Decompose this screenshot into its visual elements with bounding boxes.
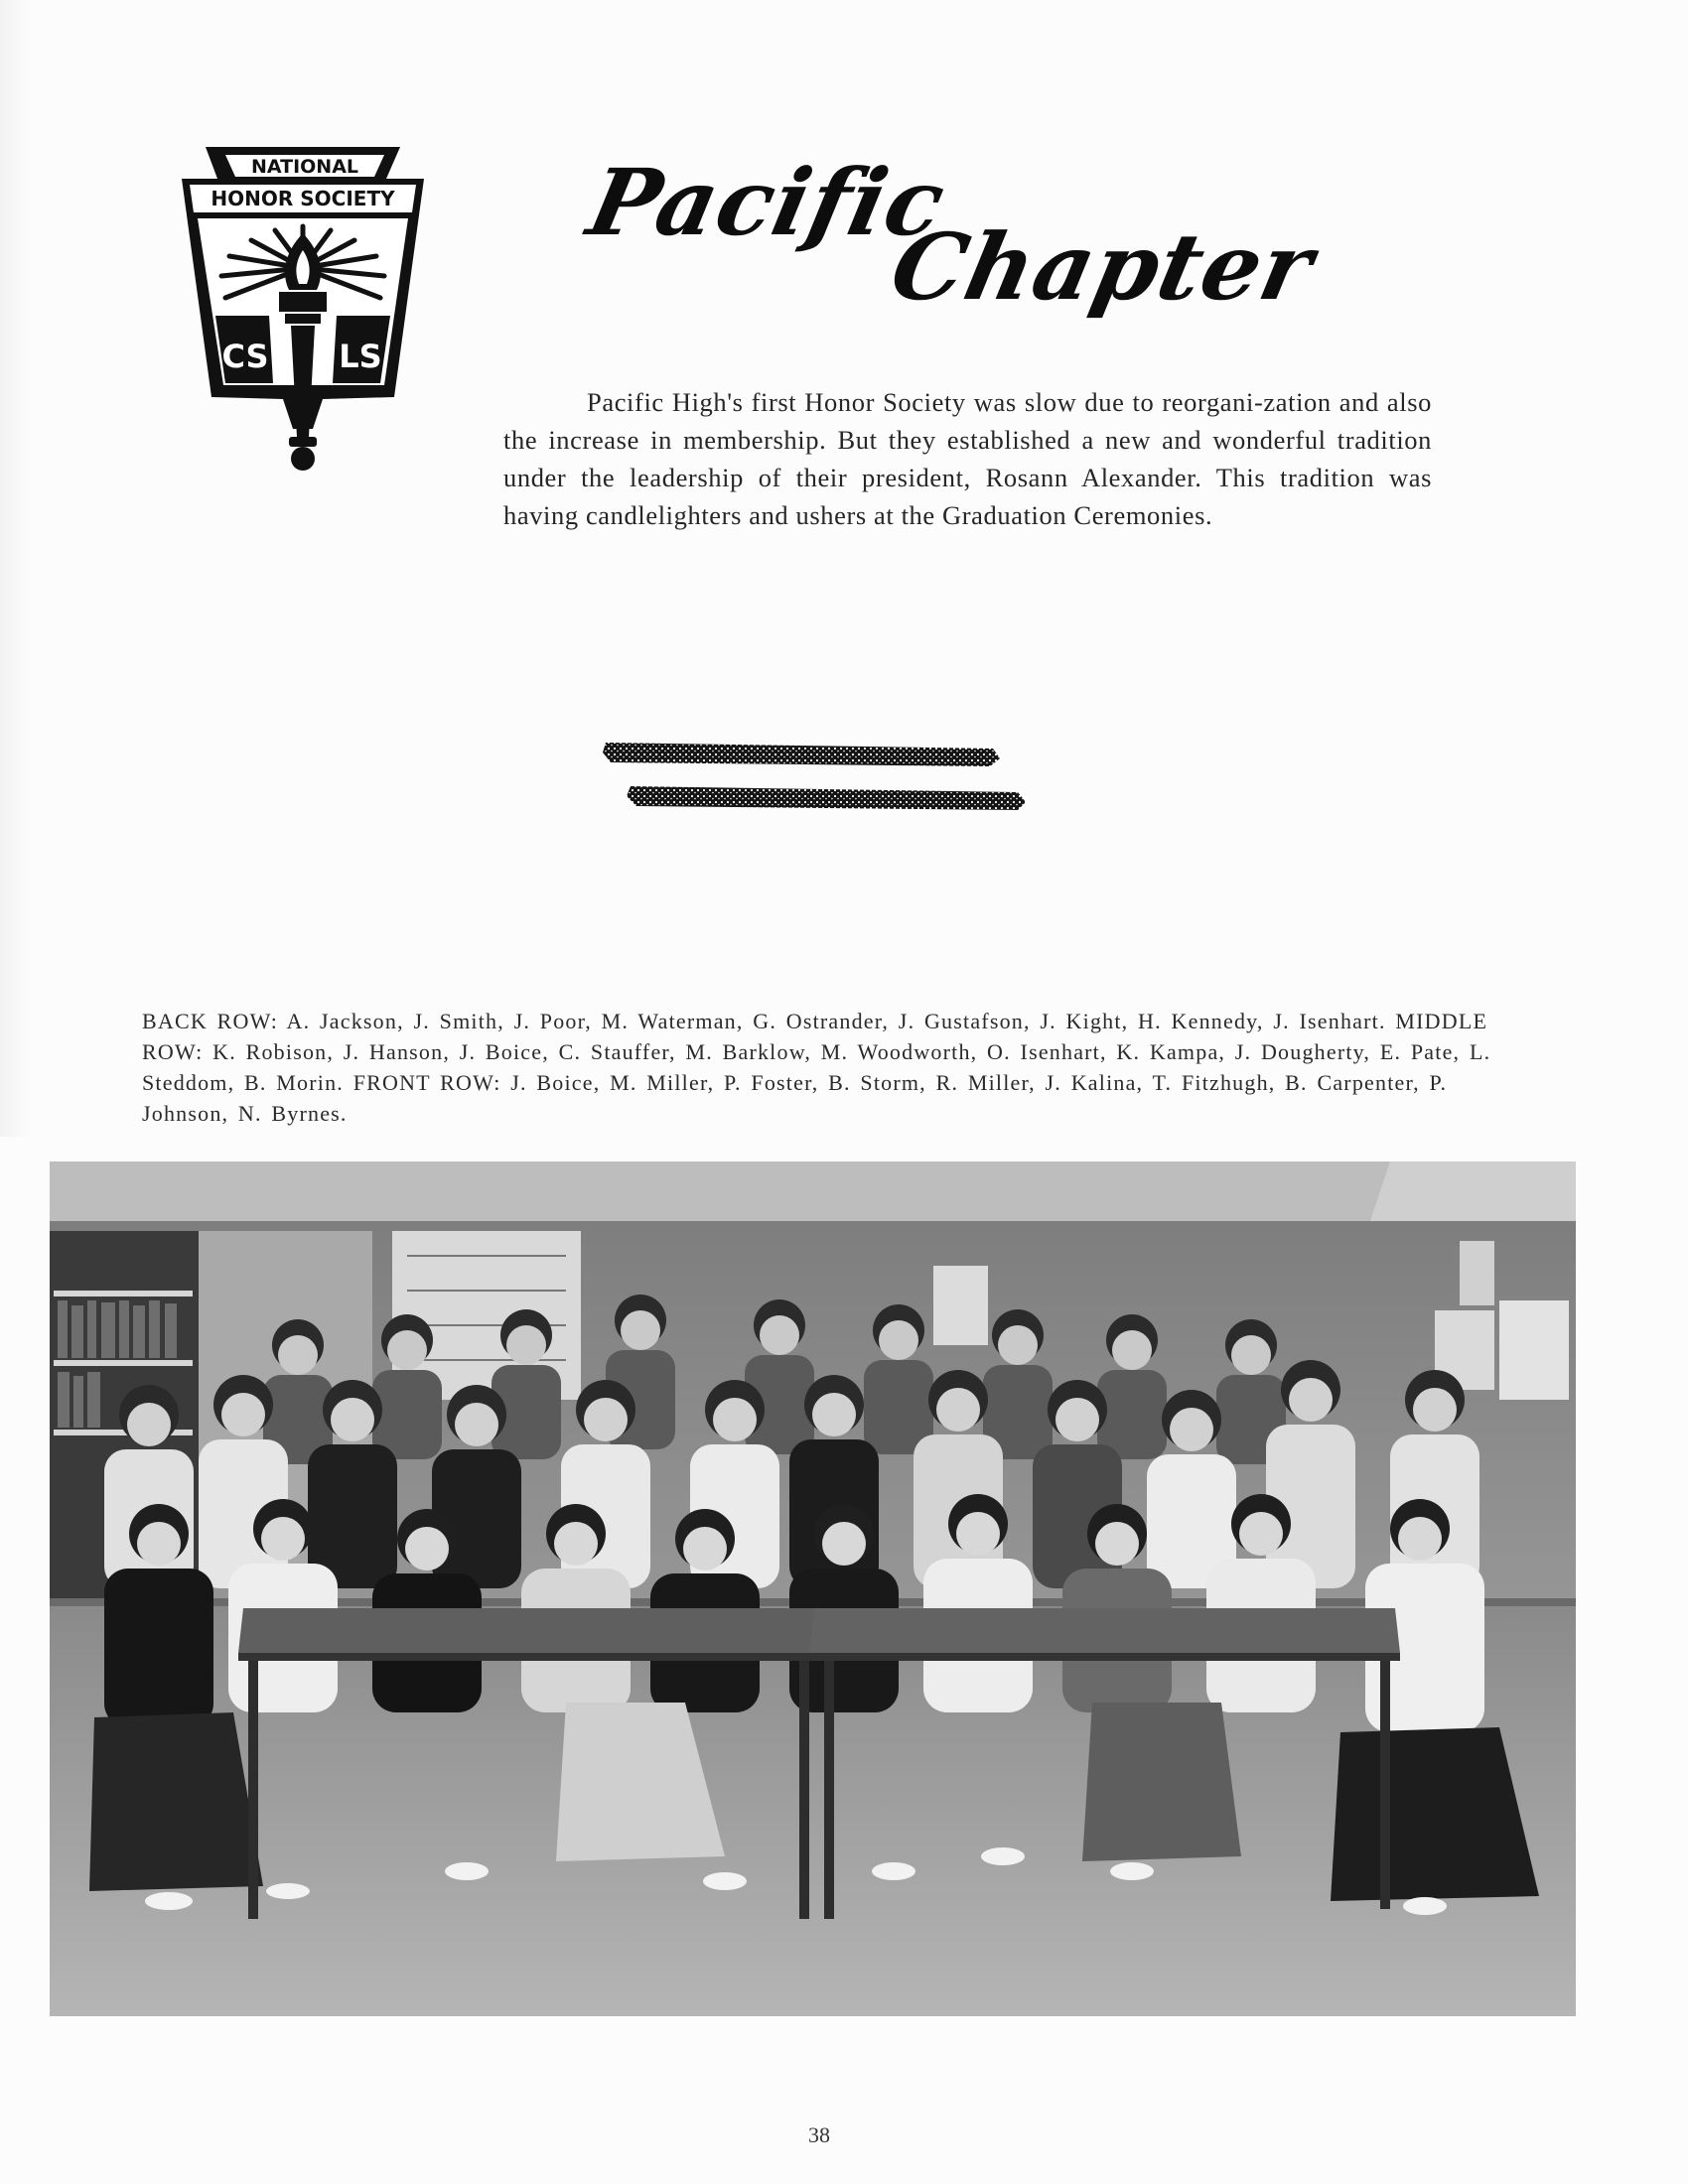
page-number: 38 <box>808 2122 830 2147</box>
photo-caption: BACK ROW: A. Jackson, J. Smith, J. Poor, M. Waterman, G. Ostrander, J. Gustafson, J. Kight, H. Kennedy, J. Isenhart. MIDDLE ROW: K. Robison, J. Hanson, J. Boice, C. Stauffer, M. Barklow, M. Woodworth, O. Isenhart, K. Kampa, J. Dougherty, E. Pate, L. Steddom, B. Morin. FRONT ROW: J. Boice, M. Miller, P. Foster, B. Storm, R. Miller, J. Kalina, T. Fitzhugh, B. Carpenter, P. Johnson, N. Byrnes. <box>142 1009 1491 1126</box>
group-photo-icon <box>50 1161 1576 2016</box>
page-title <box>579 129 1324 338</box>
emblem-initials-left: CS <box>221 338 269 375</box>
national-honor-society-emblem <box>164 139 442 536</box>
title-word-chapter: Chapter <box>882 213 1324 321</box>
emblem-text-national: NATIONAL <box>250 156 359 178</box>
torch-icon <box>164 139 442 536</box>
scan-edge-shadow <box>0 0 30 1137</box>
group-photo <box>50 1161 1576 2016</box>
scribble-divider-icon <box>601 735 1038 824</box>
title-word-pacific: Pacific <box>579 149 955 256</box>
decorative-divider <box>601 735 1038 824</box>
emblem-text-honor-society: HONOR SOCIETY <box>211 187 395 210</box>
emblem-initials-right: LS <box>339 338 382 375</box>
intro-paragraph: Pacific High's first Honor Society was slow due to reorgani-zation and also the increase in membership. But they established a new and wonderful tradition under the leadership of their president, Rosann Alexander. This tradition was having candlelighters and ushers at the Graduation Ceremonies. <box>503 387 1432 530</box>
